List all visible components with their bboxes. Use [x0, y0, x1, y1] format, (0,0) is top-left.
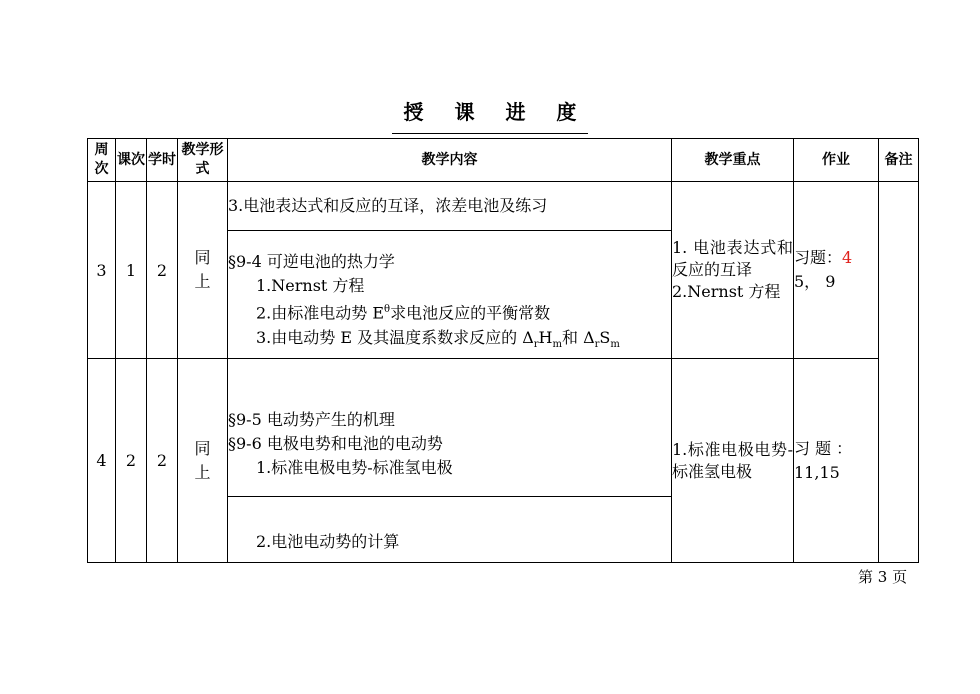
content-line: §9-6 电极电势和电池的电动势	[228, 433, 443, 453]
cell-key-points: 1.标准电极电势-标准氢电极	[672, 359, 794, 563]
content-line: 1.标准电极电势-标准氢电极	[256, 457, 453, 477]
content-line	[228, 298, 671, 325]
content-text: 2.由标准电动势 E	[256, 303, 385, 323]
subscript: r	[594, 338, 600, 350]
subscript: m	[552, 338, 562, 350]
homework-label: 习 题 ：	[794, 438, 853, 458]
cell-week: 4	[88, 359, 116, 563]
superscript: θ	[384, 304, 391, 316]
cell-homework	[794, 359, 879, 563]
table-row	[88, 182, 919, 231]
schedule-table	[87, 138, 919, 563]
cell-form: 同上	[178, 182, 228, 359]
key-point-line: 2.Nernst 方程	[672, 282, 781, 301]
cell-week: 3	[88, 182, 116, 359]
content-text: 求电池反应的平衡常数	[390, 303, 551, 323]
header-content: 教学内容	[228, 139, 672, 182]
subscript: r	[533, 338, 539, 350]
header-key-points: 教学重点	[672, 139, 794, 182]
cell-hours: 2	[147, 359, 178, 563]
homework-rest: 5， 9	[794, 272, 836, 291]
homework-value: 11,15	[794, 462, 840, 482]
cell-homework	[794, 182, 879, 359]
content-text: 3.由电动势 E 及其温度系数求反应的 Δ	[256, 327, 534, 347]
content-text: 和 Δ	[561, 327, 595, 347]
subscript: m	[610, 338, 620, 350]
header-homework: 作业	[794, 139, 879, 182]
header-hours: 学时	[147, 139, 178, 182]
homework-red: 4	[842, 248, 853, 267]
cell-form: 同上	[178, 359, 228, 563]
cell-key-points	[672, 182, 794, 359]
content-text: H	[538, 327, 553, 347]
cell-notes	[879, 182, 919, 563]
cell-hours: 2	[147, 182, 178, 359]
cell-content-b	[228, 497, 672, 563]
content-line: 1.Nernst 方程	[256, 276, 365, 296]
cell-lesson: 2	[116, 359, 147, 563]
header-form: 教学形式	[178, 139, 228, 182]
content-line: 3.电池表达式和反应的互译，浓差电池及练习	[228, 196, 548, 215]
page-title: 授 课 进 度	[392, 96, 589, 134]
content-line: §9-4 可逆电池的热力学	[228, 252, 395, 272]
homework-label: 习题：	[794, 248, 843, 267]
content-line: §9-5 电动势产生的机理	[228, 409, 395, 429]
key-point-line: 1. 电池表达式和反应的互译	[672, 238, 793, 279]
cell-content-a	[228, 359, 672, 497]
header-notes: 备注	[879, 139, 919, 182]
page-number: 第 3 页	[858, 568, 908, 586]
header-week: 周次	[88, 139, 116, 182]
table-row	[88, 359, 919, 497]
cell-lesson: 1	[116, 182, 147, 359]
cell-content-a	[228, 182, 672, 231]
content-line	[228, 326, 671, 357]
content-text: S	[599, 327, 611, 347]
page-title-wrap	[0, 96, 980, 134]
content-line: 2.电池电动势的计算	[256, 532, 400, 551]
cell-content-b	[228, 231, 672, 359]
header-lesson: 课次	[116, 139, 147, 182]
header-row	[88, 139, 919, 182]
